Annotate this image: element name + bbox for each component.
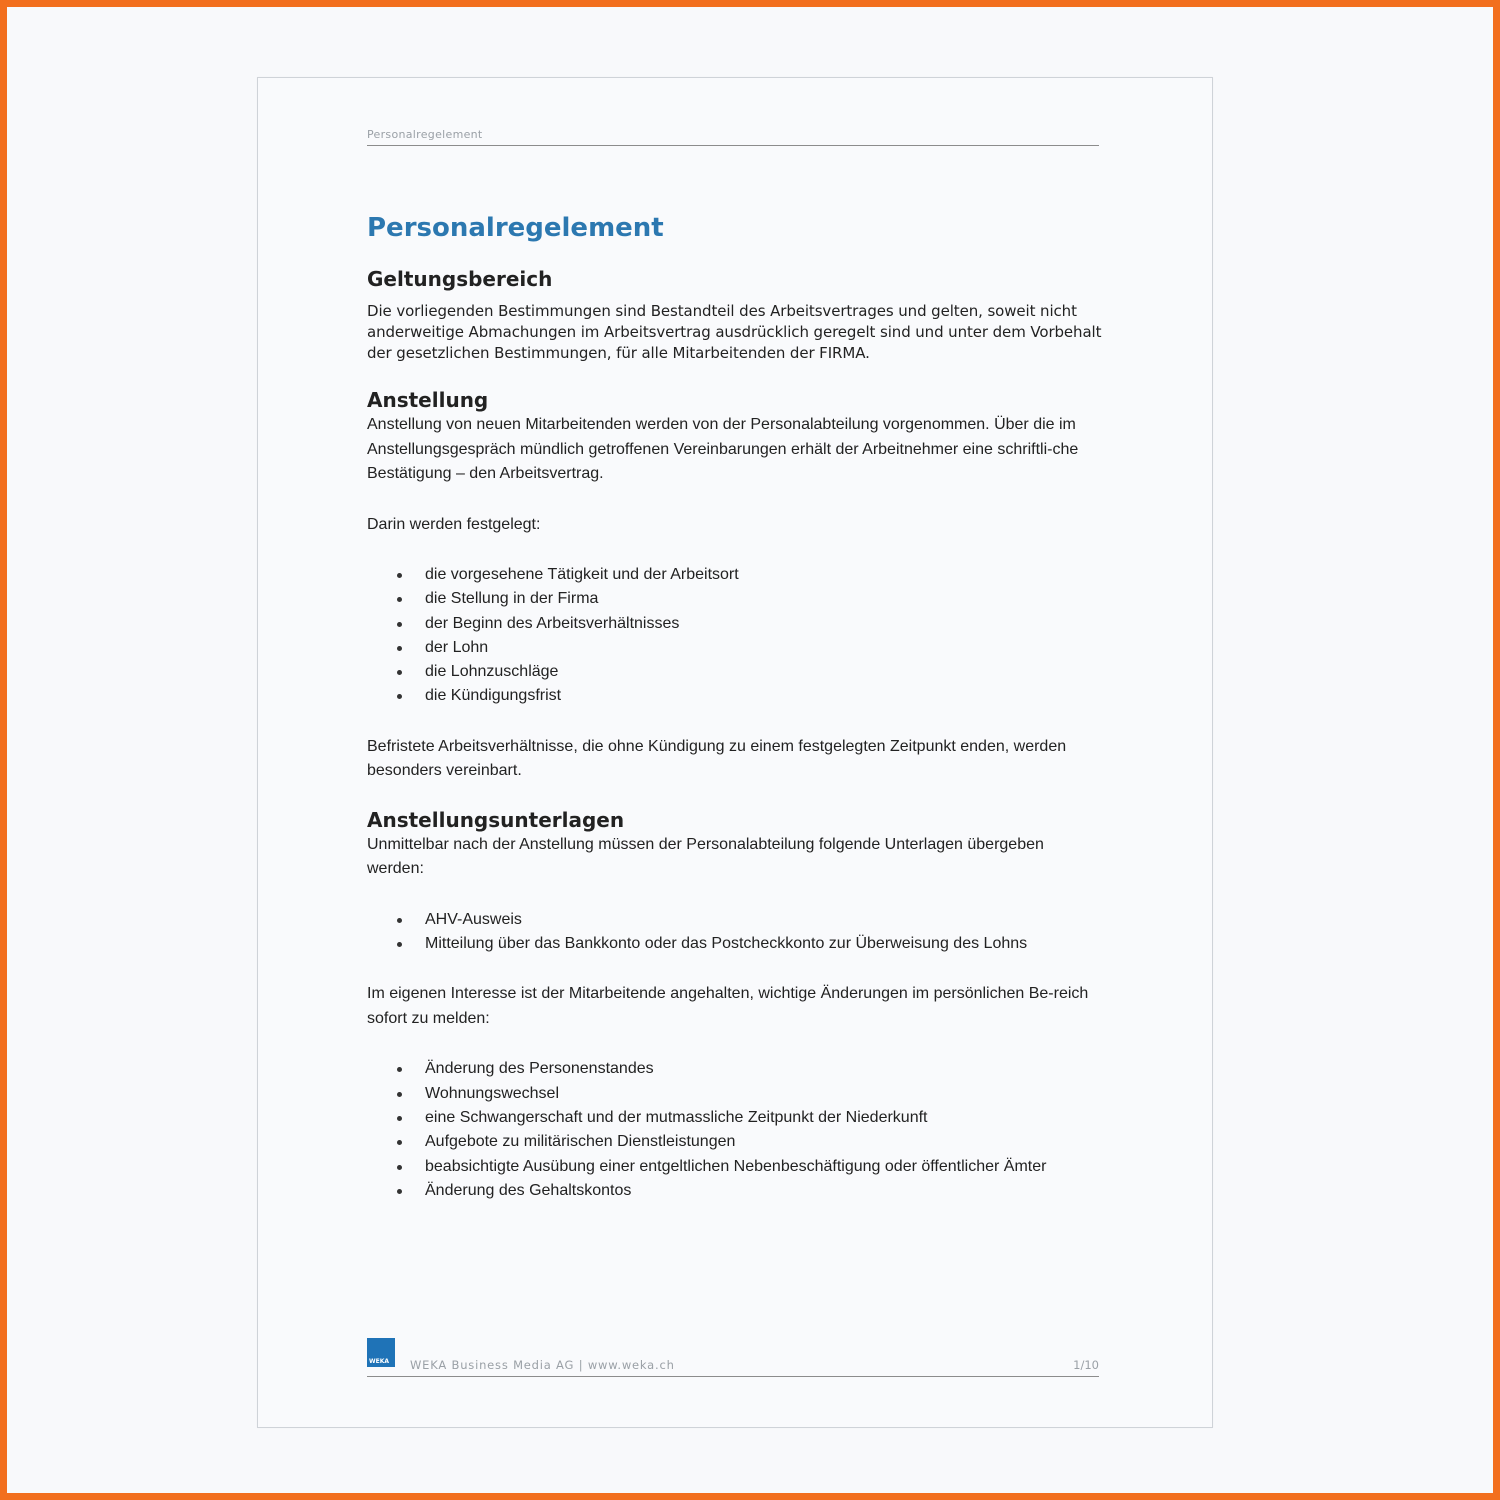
- list-item-text: die vorgesehene Tätigkeit und der Arbeitsort: [425, 566, 739, 583]
- list-item-text: AHV-Ausweis: [425, 910, 522, 928]
- list-item: [367, 587, 1102, 611]
- list-item: [367, 1057, 1102, 1081]
- page-footer: [367, 1338, 1099, 1377]
- bullet-icon: [397, 622, 402, 627]
- bullet-icon: [397, 573, 402, 578]
- section-paragraph: Darin werden festgelegt:: [367, 515, 541, 533]
- bullet-icon: [397, 942, 402, 947]
- bullet-icon: [397, 1092, 402, 1097]
- bullet-list: [367, 1057, 1102, 1203]
- list-item-text: Wohnungswechsel: [425, 1084, 560, 1102]
- list-item: [367, 908, 1102, 932]
- list-item: [367, 1179, 1102, 1203]
- list-item: [367, 563, 1102, 587]
- list-item-text: die Kündigungsfrist: [425, 687, 562, 705]
- section-paragraph: Unmittelbar nach der Anstellung müssen der Personalabteilung folgende Unterlagen übergeben werden:: [367, 835, 1044, 878]
- list-item-text: Mitteilung über das Bankkonto oder das Postcheckkonto zur Überweisung des Lohns: [425, 935, 1028, 953]
- list-item-text: eine Schwangerschaft und der mutmassliche Zeitpunkt der Niederkunft: [425, 1108, 928, 1126]
- list-item: [367, 932, 1102, 956]
- bullet-icon: [397, 1189, 402, 1194]
- list-item: [367, 1082, 1102, 1106]
- page-content: [367, 212, 1102, 1203]
- bullet-icon: [397, 1165, 402, 1170]
- list-item-text: Änderung des Personenstandes: [425, 1060, 654, 1078]
- document-page: [257, 77, 1213, 1428]
- bullet-icon: [397, 694, 402, 699]
- document-title: Personalregelement: [367, 213, 664, 243]
- page-number: 1/10: [1073, 1358, 1099, 1372]
- list-item: [367, 1155, 1102, 1179]
- list-item-text: Änderung des Gehaltskontos: [425, 1181, 632, 1199]
- running-header: Personalregelement: [367, 128, 1099, 146]
- bullet-icon: [397, 1140, 402, 1145]
- bullet-icon: [397, 646, 402, 651]
- section-heading-geltungsbereich: Geltungsbereich: [367, 267, 553, 291]
- list-item-text: die Lohnzuschläge: [425, 663, 559, 681]
- bullet-icon: [397, 1116, 402, 1121]
- weka-logo-text: WEKA: [369, 1358, 390, 1365]
- list-item: [367, 1106, 1102, 1130]
- section-paragraph: Die vorliegenden Bestimmungen sind Bestandteil des Arbeitsvertrages und gelten, soweit nicht anderweitige Abmachungen im Arbeitsvertrag ausdrücklich geregelt sind und unter dem Vorbehalt der gesetzlichen Bestimmungen, für alle Mitarbeitenden der FIRMA.: [367, 302, 1102, 362]
- bullet-list: [367, 563, 1102, 709]
- list-item-text: beabsichtigte Ausübung einer entgeltlichen Nebenbeschäftigung oder öffentlicher Ämter: [425, 1157, 1047, 1175]
- section-paragraph: Anstellung von neuen Mitarbeitenden werden von der Personalabteilung vorgenommen. Über die im Anstellungsgespräch mündlich getroffenen Vereinbarungen erhält der Arbeitnehmer eine schriftli-che Bestätigung – den Arbeitsvertrag.: [367, 416, 1079, 482]
- list-item-text: die Stellung in der Firma: [425, 590, 599, 608]
- section-paragraph: Befristete Arbeitsverhältnisse, die ohne Kündigung zu einem festgelegten Zeitpunkt enden, werden besonders vereinbart.: [367, 737, 1067, 780]
- list-item: [367, 684, 1102, 708]
- section-heading-anstellungsunterlagen: Anstellungsunterlagen: [367, 807, 625, 832]
- section-heading-anstellung: Anstellung: [367, 388, 489, 412]
- list-item-text: der Lohn: [425, 638, 489, 656]
- bullet-icon: [397, 597, 402, 602]
- list-item: [367, 1130, 1102, 1154]
- list-item-text: der Beginn des Arbeitsverhältnisses: [425, 614, 680, 632]
- list-item: [367, 636, 1102, 660]
- bullet-icon: [397, 1067, 402, 1072]
- bullet-icon: [397, 918, 402, 923]
- section-paragraph: Im eigenen Interesse ist der Mitarbeitende angehalten, wichtige Änderungen im persönlichen Be-reich sofort zu melden:: [367, 985, 1089, 1027]
- weka-logo: [367, 1338, 395, 1367]
- bullet-icon: [397, 670, 402, 675]
- list-item: [367, 612, 1102, 636]
- footer-publisher: WEKA Business Media AG | www.weka.ch: [410, 1358, 675, 1372]
- bullet-list: [367, 908, 1102, 957]
- list-item: [367, 660, 1102, 684]
- list-item-text: Aufgebote zu militärischen Dienstleistungen: [425, 1133, 736, 1151]
